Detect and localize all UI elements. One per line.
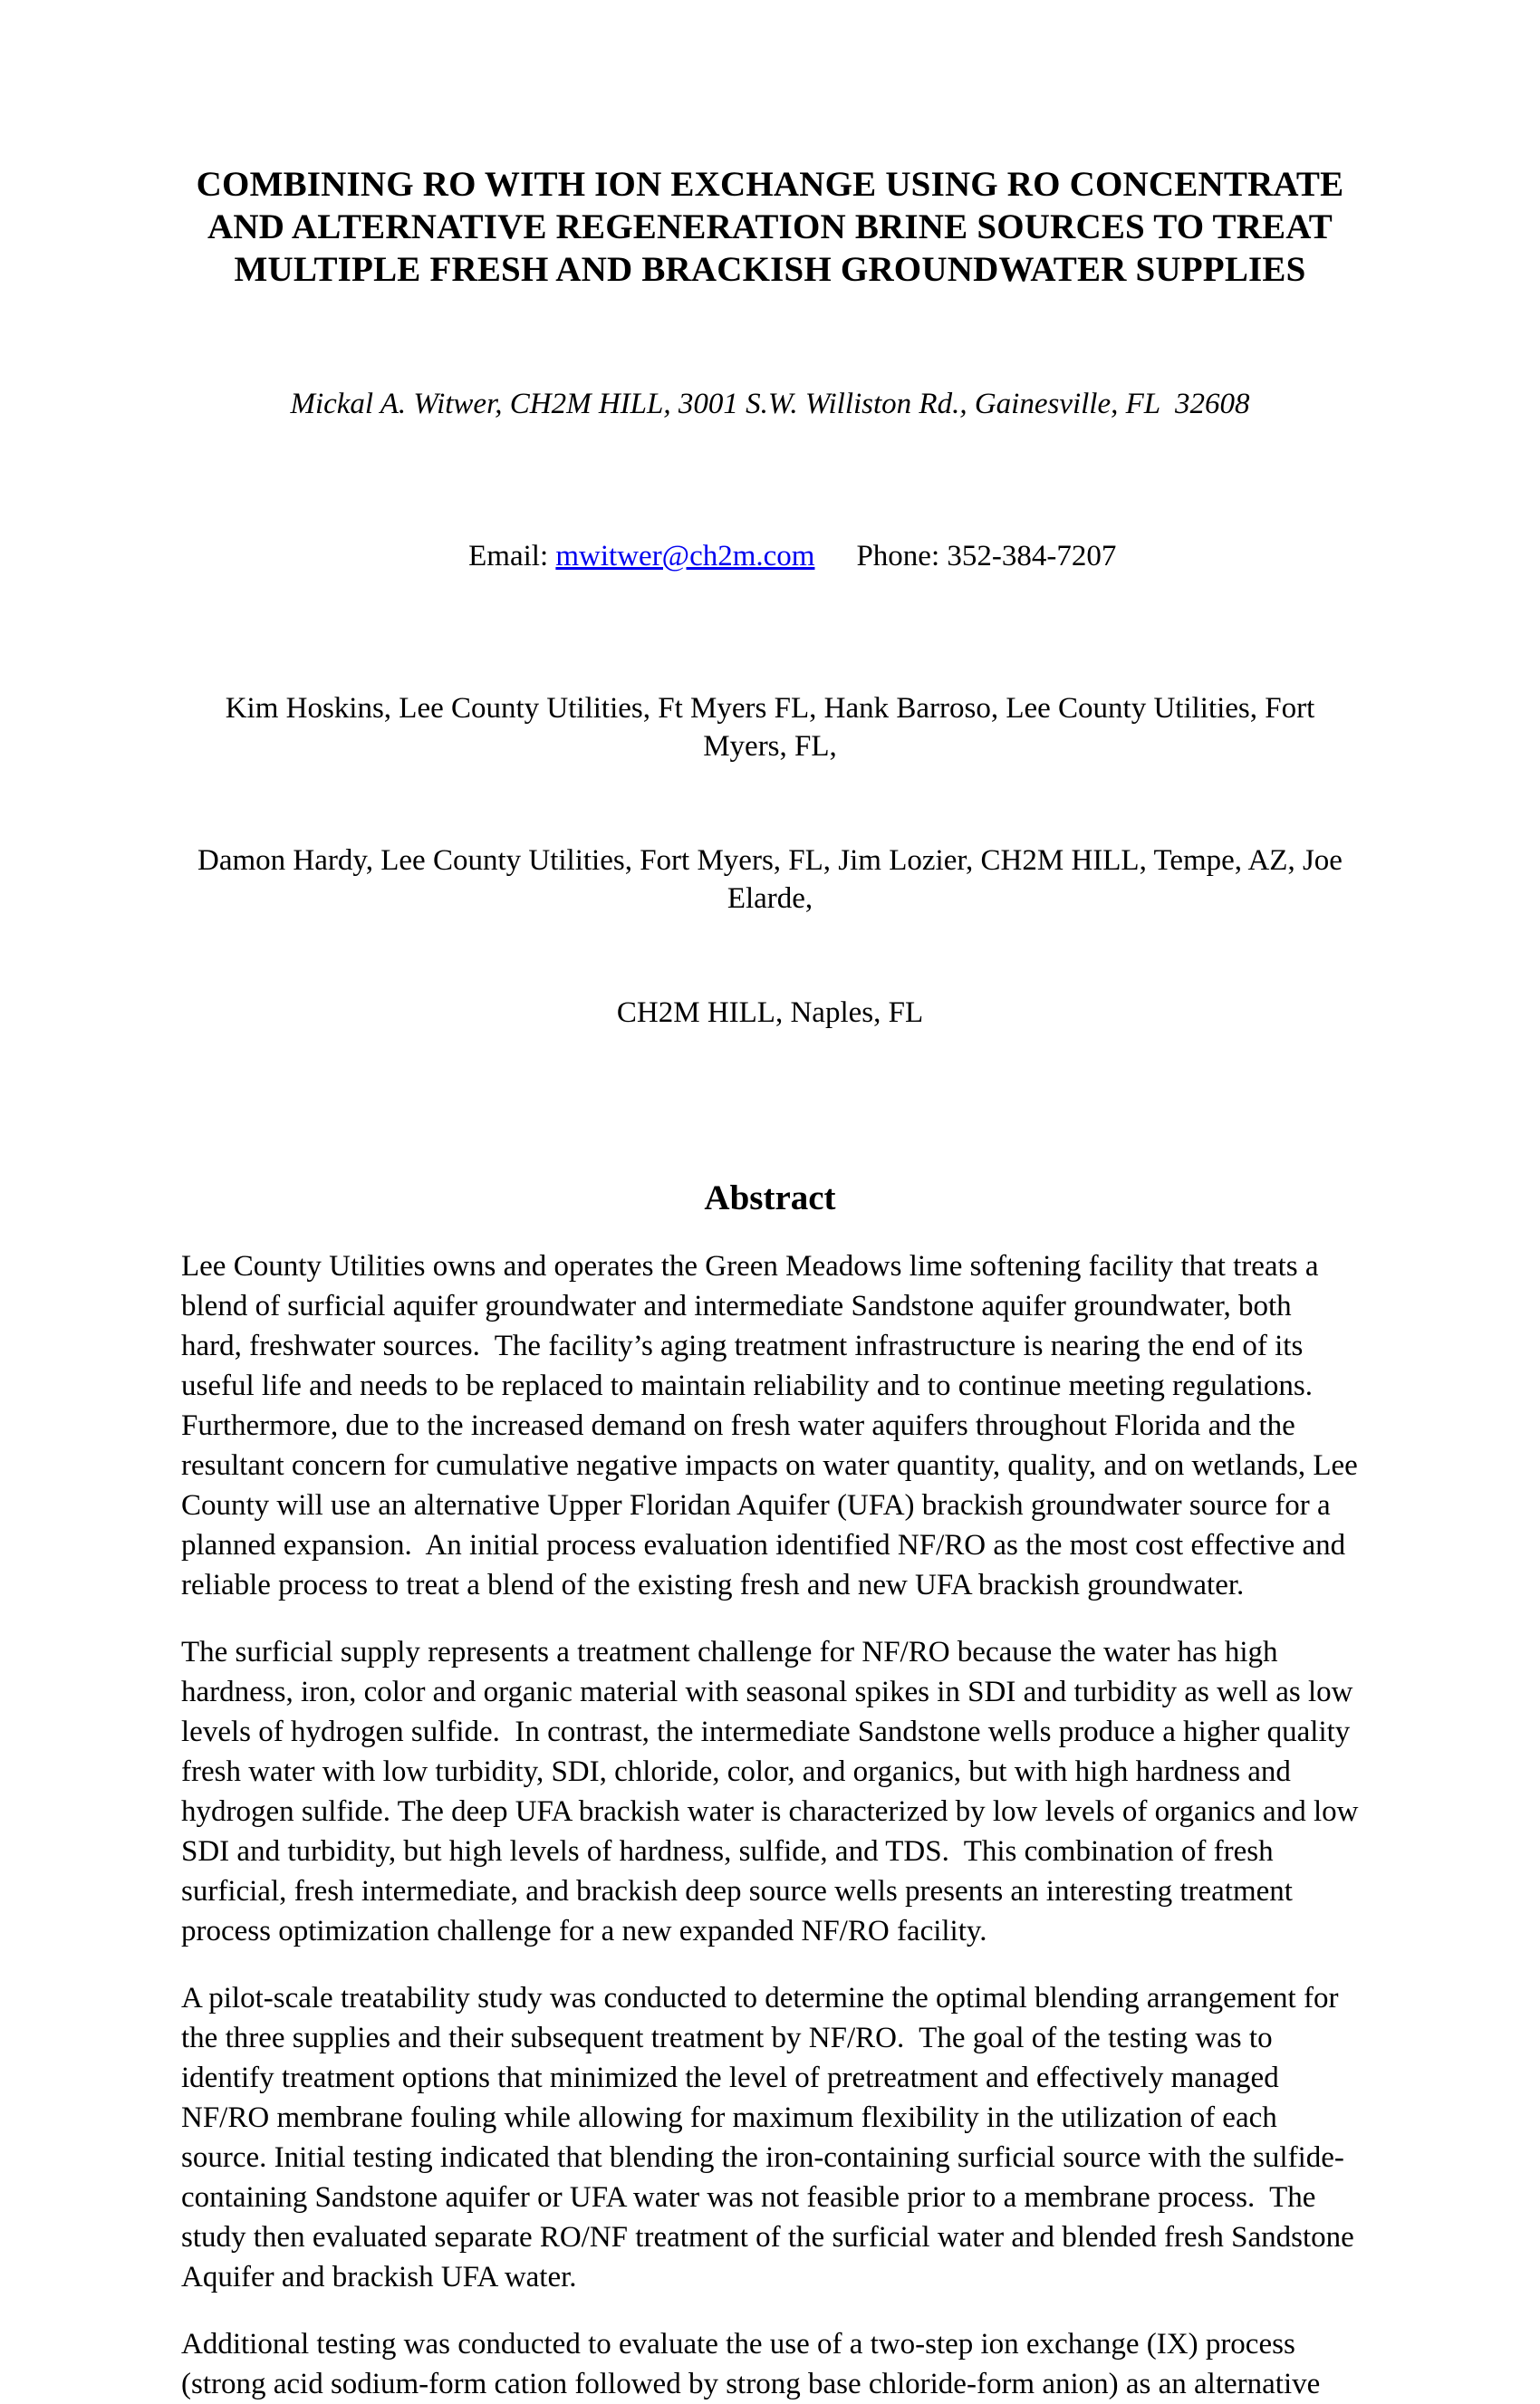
email-link[interactable]: mwitwer@ch2m.com <box>555 540 815 572</box>
paper-title-line: MULTIPLE FRESH AND BRACKISH GROUNDWATER SUPPLIES <box>234 250 1306 289</box>
abstract-paragraph: A pilot-scale treatability study was conducted to determine the optimal blending arrangement for the three supplies and their subsequent treatment by NF/RO. The goal of the testing was to identify treatment options that minimized the level of pretreatment and effectively managed NF/RO membrane fouling while allowing for maximum flexibility in the utilization of each source. Initial testing indicated that blending the iron-containing surficial source with the sulfide-containing Sandstone aquifer or UFA water was not feasible prior to a membrane process. The study then evaluated separate RO/NF treatment of the surficial water and blended fresh Sandstone Aquifer and brackish UFA water. <box>181 1982 1361 2293</box>
abstract-body <box>181 1246 1366 2404</box>
document-page <box>181 0 1366 2404</box>
abstract-paragraph: Additional testing was conducted to evaluate the use of a two-step ion exchange (IX) process (strong acid sodium-form cation followed by strong base chloride-form anion) as an alternative <box>181 2328 1321 2400</box>
paper-title <box>181 163 1359 291</box>
lead-author-affiliation: Mickal A. Witwer, CH2M HILL, 3001 S.W. Williston Rd., Gainesville, FL 32608 <box>290 388 1250 420</box>
author-block <box>181 309 1359 1108</box>
coauthor-line: Kim Hoskins, Lee County Utilities, Ft Myers FL, Hank Barroso, Lee County Utilities, Fort Myers, FL, <box>225 692 1323 763</box>
email-label: Email: <box>468 540 556 572</box>
abstract-heading: Abstract <box>704 1178 836 1217</box>
phone-text: Phone: 352-384-7207 <box>856 540 1117 572</box>
contact-line <box>181 499 1359 613</box>
abstract-paragraph: The surficial supply represents a treatment challenge for NF/RO because the water has high hardness, iron, color and organic material with seasonal spikes in SDI and turbidity as well as low levels of hydrogen sulfide. In contrast, the intermediate Sandstone wells produce a higher quality fresh water with low turbidity, SDI, chloride, color, and organics, but with high hardness and hydrogen sulfide. The deep UFA brackish water is characterized by low levels of organics and low SDI and turbidity, but high levels of hardness, sulfide, and TDS. This combination of fresh surficial, fresh intermediate, and brackish deep source wells presents an interesting treatment process optimization challenge for a new expanded NF/RO facility. <box>181 1636 1366 1947</box>
paper-title-line: AND ALTERNATIVE REGENERATION BRINE SOURCES TO TREAT <box>207 207 1333 246</box>
coauthor-line: CH2M HILL, Naples, FL <box>616 996 924 1029</box>
paper-title-line: COMBINING RO WITH ION EXCHANGE USING RO CONCENTRATE <box>196 165 1344 204</box>
abstract-paragraph: Lee County Utilities owns and operates the Green Meadows lime softening facility that treats a blend of surficial aquifer groundwater and intermediate Sandstone aquifer groundwater, both hard, freshwater sources. The facility’s aging treatment infrastructure is nearing the end of its useful life and needs to be replaced to maintain reliability and to continue meeting regulations. Furthermore, due to the increased demand on fresh water aquifers throughout Florida and the resultant concern for cumulative negative impacts on water quantity, quality, and on wetlands, Lee County will use an alternative Upper Floridan Aquifer (UFA) brackish groundwater source for a planned expansion. An initial process evaluation identified NF/RO as the most cost effective and reliable process to treat a blend of the existing fresh and new UFA brackish groundwater. <box>181 1250 1366 1601</box>
coauthor-line: Damon Hardy, Lee County Utilities, Fort Myers, FL, Jim Lozier, CH2M HILL, Tempe, AZ, Joe Elarde, <box>197 844 1351 915</box>
